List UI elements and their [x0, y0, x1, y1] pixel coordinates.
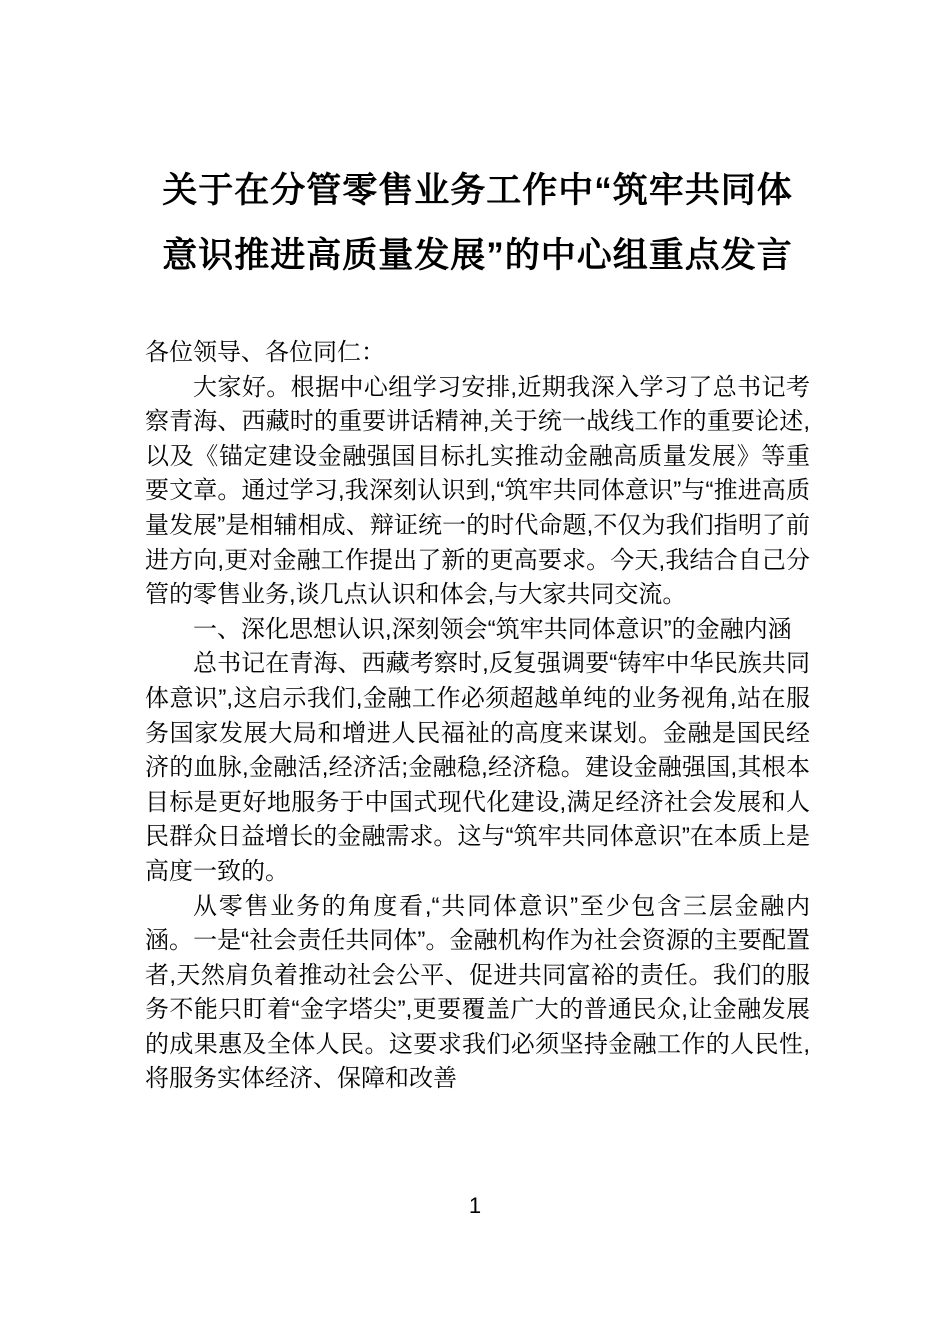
- paragraph: 总书记在青海、西藏考察时,反复强调要“铸牢中华民族共同体意识”,这启示我们,金融工作必须超越单纯的业务视角,站在服务国家发展大局和增进人民福祉的高度来谋划。金融是国民经济的血脉,金融活,经济活;金融稳,经济稳。建设金融强国,其根本目标是更好地服务于中国式现代化建设,满足经济社会发展和人民群众日益增长的金融需求。这与“筑牢共同体意识”在本质上是高度一致的。: [145, 650, 810, 885]
- title-line: 意识推进高质量发展”的中心组重点发言: [162, 236, 793, 275]
- page-number: 1: [468, 1193, 482, 1218]
- title-line: 关于在分管零售业务工作中“筑牢共同体: [162, 171, 793, 210]
- document-title: [145, 158, 810, 288]
- paragraph: 大家好。根据中心组学习安排,近期我深入学习了总书记考察青海、西藏时的重要讲话精神,关于统一战线工作的重要论述,以及《锚定建设金融强国目标扎实推动金融高质量发展》等重要文章。通过学习,我深刻认识到,“筑牢共同体意识”与“推进高质量发展”是相辅相成、辩证统一的时代命题,不仅为我们指明了前进方向,更对金融工作提出了新的更高要求。今天,我结合自己分管的零售业务,谈几点认识和体会,与大家共同交流。: [145, 373, 810, 609]
- paragraph-salutation: 各位领导、各位同仁：: [145, 339, 385, 366]
- paragraph: 从零售业务的角度看,“共同体意识”至少包含三层金融内涵。一是“社会责任共同体”。金融机构作为社会资源的主要配置者,天然肩负着推动社会公平、促进共同富裕的责任。我们的服务不能只盯着“金字塔尖”,更要覆盖广大的普通民众,让金融发展的成果惠及全体人民。这要求我们必须坚持金融工作的人民性,将服务实体经济、保障和改善: [145, 892, 810, 1093]
- section-heading: 一、深化思想认识,深刻领会“筑牢共同体意识”的金融内涵: [193, 615, 792, 643]
- document-body: [145, 336, 810, 1097]
